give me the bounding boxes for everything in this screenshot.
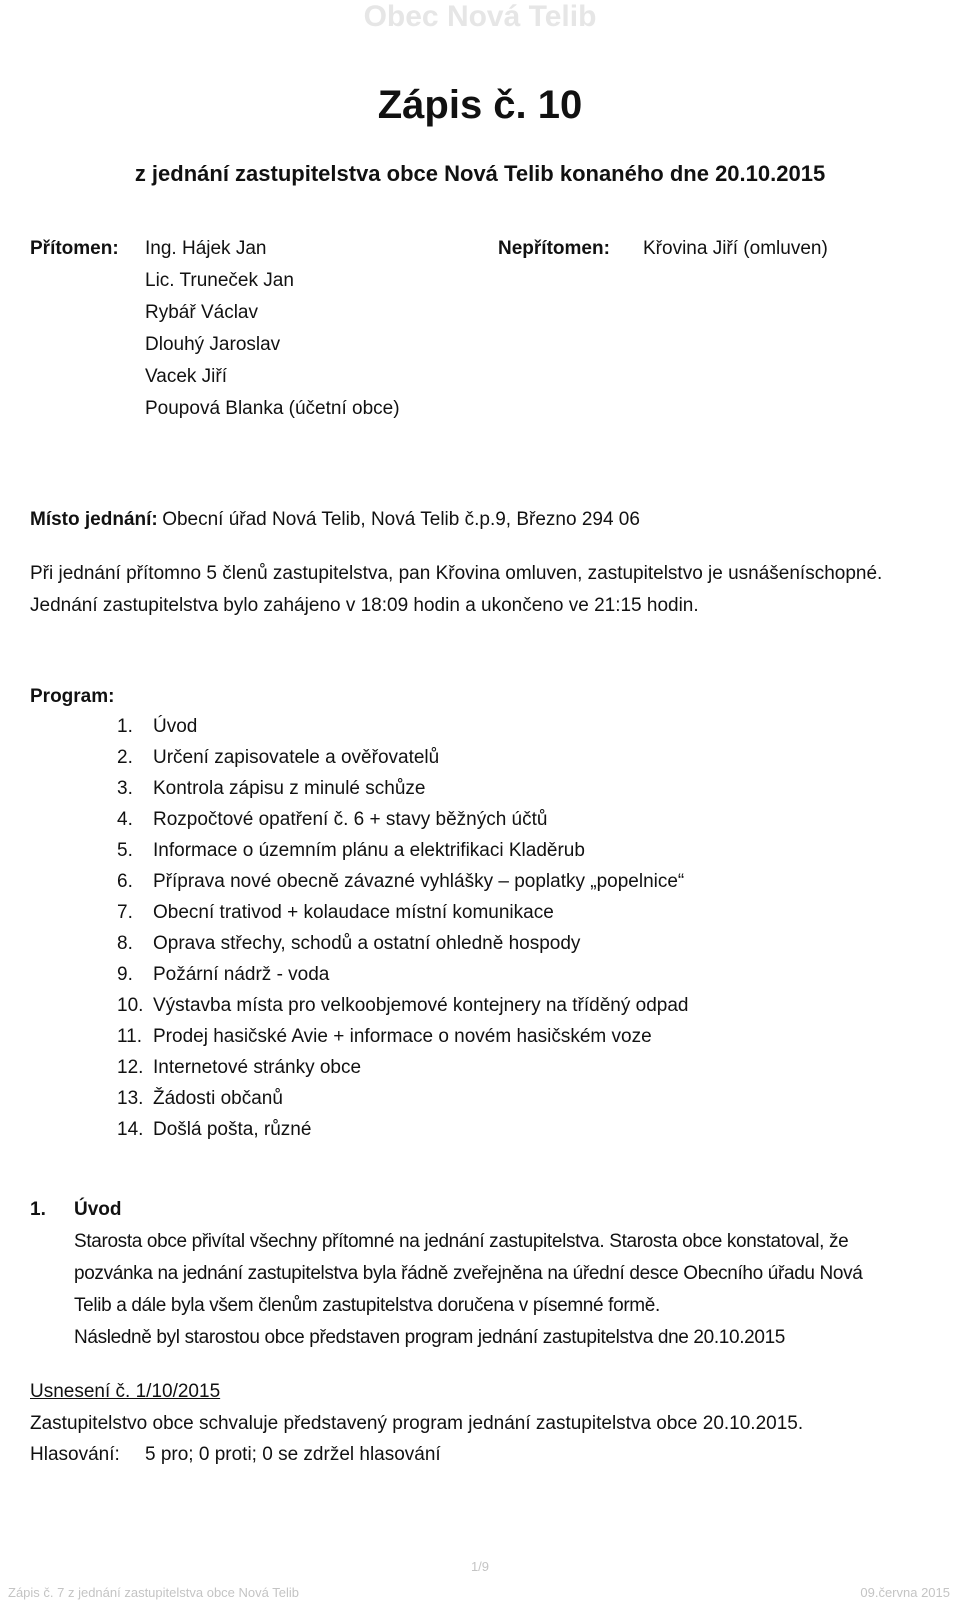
- program-item: [117, 835, 688, 866]
- present-label: Přítomen:: [30, 238, 119, 259]
- program-item-number: 9.: [117, 964, 133, 985]
- program-item-number: 4.: [117, 809, 133, 830]
- section-paragraph-line: pozvánka na jednání zastupitelstva byla řádně zveřejněna na úřední desce Obecního úřadu Nová: [74, 1263, 863, 1284]
- page-number: 1/9: [470, 1559, 490, 1574]
- present-list: [145, 233, 400, 425]
- section-paragraph-line: Starosta obce přivítal všechny přítomné na jednání zastupitelstva. Starosta obce konstatoval, že: [74, 1231, 849, 1252]
- program-item-number: 2.: [117, 747, 133, 768]
- watermark-header: Obec Nová Telib: [363, 0, 597, 33]
- resolution-text: Zastupitelstvo obce schvaluje představený program jednání zastupitelstva obce 20.10.2015.: [30, 1413, 804, 1434]
- program-item: [117, 1114, 688, 1145]
- program-item-number: 10.: [117, 995, 144, 1016]
- venue-label: Místo jednání:: [30, 509, 158, 530]
- resolution-title: Usnesení č. 1/10/2015: [30, 1381, 221, 1402]
- program-item-text: Výstavba místa pro velkoobjemové kontejnery na tříděný odpad: [153, 995, 689, 1016]
- program-item-text: Požární nádrž - voda: [153, 964, 330, 985]
- program-item-number: 8.: [117, 933, 133, 954]
- program-item-text: Žádosti občanů: [153, 1088, 283, 1109]
- section-paragraph-line: Následně byl starostou obce představen program jednání zastupitelstva dne 20.10.2015: [74, 1327, 786, 1348]
- document-title: Zápis č. 10: [377, 83, 583, 127]
- program-item: [117, 959, 688, 990]
- program-item-text: Internetové stránky obce: [153, 1057, 362, 1078]
- present-member: Dlouhý Jaroslav: [145, 334, 281, 355]
- program-list: [117, 711, 688, 1145]
- program-label: Program:: [30, 686, 115, 707]
- footer-date: 09.června 2015: [860, 1585, 950, 1600]
- program-item-text: Došlá pošta, různé: [153, 1119, 312, 1140]
- absent-member: Křovina Jiří (omluven): [643, 238, 828, 259]
- program-item-text: Oprava střechy, schodů a ostatní ohledně hospody: [153, 933, 581, 954]
- program-item-text: Úvod: [153, 716, 198, 737]
- program-item-number: 11.: [117, 1026, 143, 1047]
- program-item-text: Kontrola zápisu z minulé schůze: [153, 778, 426, 799]
- section-paragraph-line: Telib a dále byla všem členům zastupitelstva doručena v písemné formě.: [74, 1295, 660, 1316]
- section-body: [74, 1226, 863, 1354]
- program-item-number: 3.: [117, 778, 133, 799]
- program-item-number: 13.: [117, 1088, 144, 1109]
- intro-line-2: Jednání zastupitelstva bylo zahájeno v 18:09 hodin a ukončeno ve 21:15 hodin.: [30, 595, 699, 616]
- program-item-text: Informace o územním plánu a elektrifikaci Kladěrub: [153, 840, 585, 861]
- vote-value: 5 pro; 0 proti; 0 se zdržel hlasování: [145, 1444, 441, 1465]
- program-item-text: Prodej hasičské Avie + informace o novém hasičském voze: [153, 1026, 652, 1047]
- program-item: [117, 866, 688, 897]
- present-member: Poupová Blanka (účetní obce): [145, 398, 400, 419]
- venue-value: Obecní úřad Nová Telib, Nová Telib č.p.9, Březno 294 06: [162, 509, 640, 530]
- program-item: [117, 773, 688, 804]
- section-number: 1.: [30, 1199, 46, 1220]
- program-item-text: Určení zapisovatele a ověřovatelů: [153, 747, 440, 768]
- program-item-number: 12.: [117, 1057, 144, 1078]
- program-item: [117, 711, 688, 742]
- venue-line: [30, 507, 640, 533]
- absent-label: Nepřítomen:: [498, 238, 610, 259]
- program-item-number: 6.: [117, 871, 133, 892]
- program-item-number: 14.: [117, 1119, 144, 1140]
- present-member: Ing. Hájek Jan: [145, 238, 267, 259]
- program-item-number: 7.: [117, 902, 133, 923]
- present-member: Rybář Václav: [145, 302, 258, 323]
- program-item: [117, 1083, 688, 1114]
- program-item: [117, 1021, 688, 1052]
- program-item: [117, 742, 688, 773]
- program-item-number: 5.: [117, 840, 133, 861]
- program-item: [117, 1052, 688, 1083]
- program-item: [117, 897, 688, 928]
- program-item: [117, 928, 688, 959]
- footer-document-ref: Zápis č. 7 z jednání zastupitelstva obce Nová Telib: [8, 1585, 299, 1600]
- present-member: Lic. Truneček Jan: [145, 270, 294, 291]
- intro-line-1: Při jednání přítomno 5 členů zastupitelstva, pan Křovina omluven, zastupitelstvo je usnášeníschopné.: [30, 563, 883, 584]
- program-item-text: Rozpočtové opatření č. 6 + stavy běžných účtů: [153, 809, 548, 830]
- program-item-text: Příprava nové obecně závazné vyhlášky – poplatky „popelnice“: [153, 871, 685, 892]
- section-heading: Úvod: [74, 1199, 122, 1220]
- program-item-text: Obecní trativod + kolaudace místní komunikace: [153, 902, 554, 923]
- vote-label: Hlasování:: [30, 1444, 120, 1465]
- document-subtitle: z jednání zastupitelstva obce Nová Telib konaného dne 20.10.2015: [134, 161, 826, 186]
- program-item-number: 1.: [117, 716, 133, 737]
- program-item: [117, 804, 688, 835]
- present-member: Vacek Jiří: [145, 366, 228, 387]
- program-item: [117, 990, 688, 1021]
